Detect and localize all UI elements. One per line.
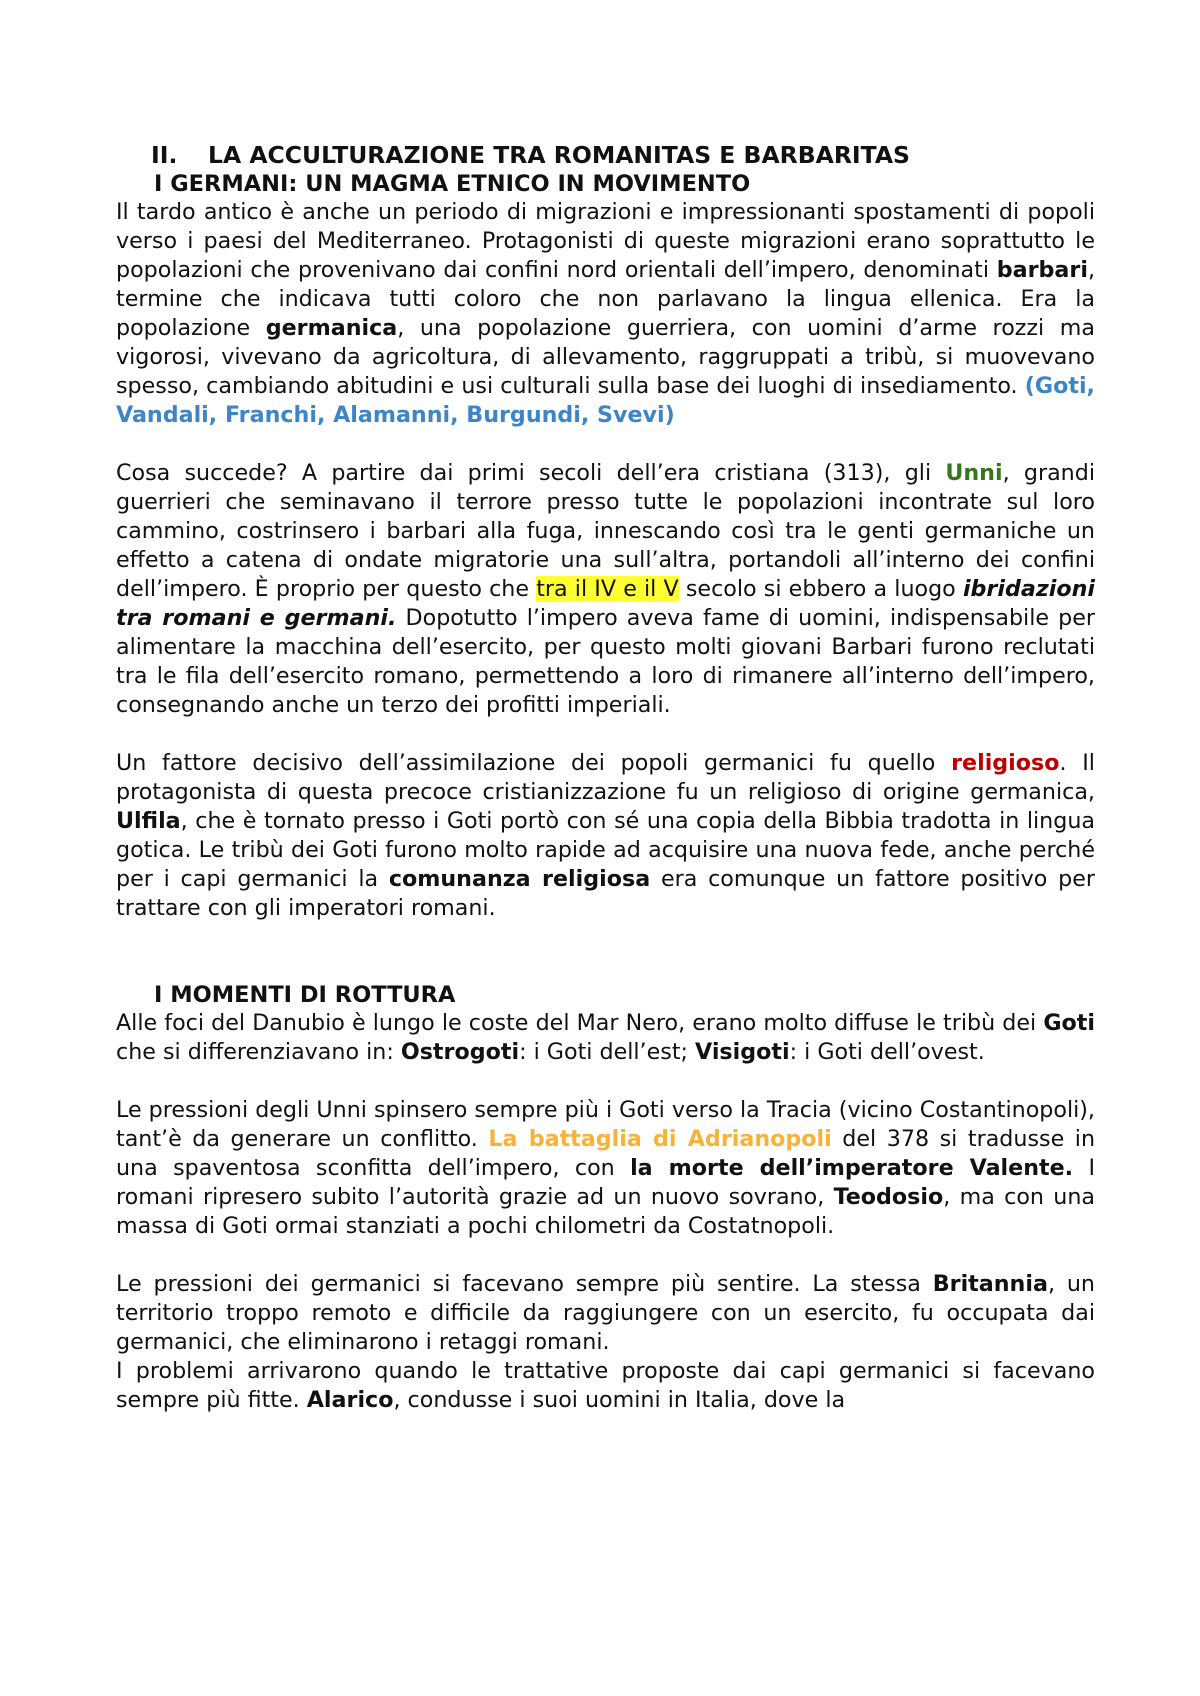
text-run: , ma con una massa di Goti ormai stanziati a pochi chilometri da Costatnopoli. <box>116 1184 1103 1239</box>
subsection-title-rottura: I MOMENTI DI ROTTURA <box>154 982 456 1008</box>
emphasis-text: religioso <box>951 750 1060 776</box>
text-run: Alle foci del Danubio è lungo le coste del Mar Nero, erano molto diffuse le tribù dei <box>116 1010 1044 1036</box>
emphasis-text: barbari <box>996 257 1088 283</box>
emphasis-text: Goti <box>1043 1010 1095 1036</box>
document-page <box>116 140 1103 1415</box>
emphasis-text: Ostrogoti <box>400 1039 520 1065</box>
text-run: Le pressioni degli Unni spinsero sempre più i Goti verso la Tracia (vicino Costantinopoli), tant’è da generare un conflitto. <box>116 1097 1103 1152</box>
paragraph <box>116 1096 1103 1241</box>
text-run: del 378 si tradusse in una spaventosa sconfitta dell’impero, con <box>116 1126 1103 1181</box>
text-run: Un fattore decisivo dell’assimilazione dei popoli germanici fu quello <box>116 750 952 776</box>
emphasis-text: Teodosio <box>833 1184 944 1210</box>
emphasis-text: ibridazioni tra romani e germani. <box>116 576 1103 631</box>
text-run: Il tardo antico è anche un periodo di migrazioni e impressionanti spostamenti di popoli verso i paesi del Mediterraneo. Protagonisti di queste migrazioni erano soprattutto le popolazioni che provenivano dai confini nord orientali dell’impero, denominati <box>116 199 1103 283</box>
subsection-title-germani: I GERMANI: UN MAGMA ETNICO IN MOVIMENTO <box>154 171 751 197</box>
text-run: , che è tornato presso i Goti portò con sé una copia della Bibbia tradotta in lingua gotica. Le tribù dei Goti furono molto rapide ad acquisire una nuova fede, anche perché per i capi germanici la <box>116 808 1103 892</box>
emphasis-text: Britannia <box>932 1271 1048 1297</box>
emphasis-text: tra il IV e il V <box>536 576 679 602</box>
emphasis-text: (Goti, Vandali, Franchi, Alamanni, Burgundi, Svevi) <box>116 373 1103 428</box>
text-run: . Il protagonista di questa precoce cristianizzazione fu un religioso di origine germanica, <box>116 750 1103 805</box>
blank-line <box>116 430 1095 459</box>
section-number: II. <box>151 141 178 169</box>
paragraph <box>116 1009 1103 1067</box>
emphasis-text: Ulfila <box>116 808 181 834</box>
text-run: Le pressioni dei germanici si facevano sempre più sentire. La stessa <box>116 1271 933 1297</box>
blank-line <box>116 923 1095 981</box>
text-run: , una popolazione guerriera, con uomini d’arme rozzi ma vigorosi, vivevano da agricoltura, di allevamento, raggruppati a tribù, si muovevano spesso, cambiando abitudini e usi culturali sulla base dei luoghi di insediamento. <box>116 315 1103 399</box>
text-run: , condusse i suoi uomini in Italia, dove la <box>393 1387 846 1413</box>
blank-line <box>116 1241 1095 1270</box>
paragraph <box>116 749 1103 923</box>
paragraph <box>116 1270 1103 1357</box>
blank-line <box>116 1067 1095 1096</box>
text-run: era comunque un fattore positivo per trattare con gli imperatori romani. <box>116 866 1103 921</box>
emphasis-text: Alarico <box>306 1387 394 1413</box>
emphasis-text: La battaglia di Adrianopoli <box>488 1126 832 1152</box>
emphasis-text: Visigoti <box>695 1039 790 1065</box>
text-run: : i Goti dell’ovest. <box>789 1039 985 1065</box>
text-run: Cosa succede? A partire dai primi secoli dell’era cristiana (313), gli <box>116 460 946 486</box>
text-run: , termine che indicava tutti coloro che non parlavano la lingua ellenica. Era la popolazione <box>116 257 1103 341</box>
section-title: LA ACCULTURAZIONE TRA ROMANITAS E BARBARITAS <box>208 141 910 169</box>
text-run: , grandi guerrieri che seminavano il terrore presso tutte le popolazioni incontrate sul loro cammino, costrinsero i barbari alla fuga, innescando così tra le genti germaniche un effetto a catena di ondate migratorie una sull’altra, portandoli all’interno dei confini dell’impero. È proprio per questo che <box>116 460 1103 602</box>
paragraph <box>116 198 1103 430</box>
text-run: I romani ripresero subito l’autorità grazie ad un nuovo sovrano, <box>116 1155 1103 1210</box>
emphasis-text: germanica <box>265 315 398 341</box>
section-heading <box>151 140 1095 170</box>
text-run: Dopotutto l’impero aveva fame di uomini, indispensabile per alimentare la macchina dell’esercito, per questo molti giovani Barbari furono reclutati tra le fila dell’esercito romano, permettendo a loro di rimanere all’interno dell’impero, consegnando anche un terzo dei profitti imperiali. <box>116 605 1103 718</box>
paragraph <box>116 1357 1103 1415</box>
text-run: , un territorio troppo remoto e difficile da raggiungere con un esercito, fu occupata dai germanici, che eliminarono i retaggi romani. <box>116 1271 1103 1355</box>
text-run: : i Goti dell’est; <box>519 1039 696 1065</box>
text-run: che si differenziavano in: <box>116 1010 1103 1065</box>
emphasis-text: comunanza religiosa <box>388 866 651 892</box>
text-run: I problemi arrivarono quando le trattative proposte dai capi germanici si facevano sempre più fitte. <box>116 1358 1103 1413</box>
emphasis-text: Unni <box>945 460 1003 486</box>
paragraph <box>116 459 1103 720</box>
text-run: secolo si ebbero a luogo <box>678 576 963 602</box>
emphasis-text: la morte dell’imperatore Valente. <box>630 1155 1074 1181</box>
blank-line <box>116 720 1095 749</box>
